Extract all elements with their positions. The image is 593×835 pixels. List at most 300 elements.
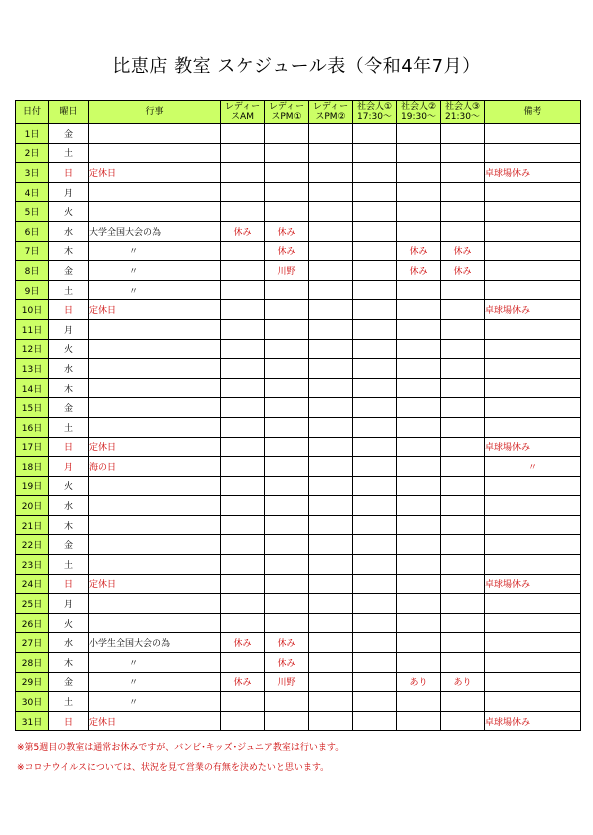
- header-ladies-am: レディー スAM: [221, 101, 265, 124]
- remarks-cell: [485, 633, 581, 653]
- adult2-cell: [397, 555, 441, 575]
- ladies-pm2-cell: [309, 515, 353, 535]
- ladies-pm1-cell: 休み: [265, 221, 309, 241]
- table-row: [16, 339, 581, 359]
- weekday-cell: 水: [49, 496, 89, 516]
- remarks-cell: [485, 417, 581, 437]
- ladies-pm1-cell: 休み: [265, 653, 309, 673]
- remarks-cell: [485, 535, 581, 555]
- event-cell: [89, 398, 221, 418]
- adult2-cell: [397, 633, 441, 653]
- remarks-cell: [485, 594, 581, 614]
- table-row: [16, 711, 581, 731]
- adult3-cell: [441, 711, 485, 731]
- ladies-pm1-cell: 川野: [265, 672, 309, 692]
- ladies-pm1-cell: [265, 280, 309, 300]
- header-remarks: 備考: [485, 101, 581, 124]
- adult2-cell: [397, 476, 441, 496]
- adult3-cell: [441, 280, 485, 300]
- day-cell: 1日: [16, 124, 49, 144]
- ladies-pm2-cell: [309, 221, 353, 241]
- weekday-cell: 土: [49, 417, 89, 437]
- adult3-cell: [441, 143, 485, 163]
- ladies-am-cell: [221, 535, 265, 555]
- remarks-cell: [485, 672, 581, 692]
- weekday-cell: 月: [49, 319, 89, 339]
- ladies-pm1-cell: [265, 124, 309, 144]
- event-cell: 海の日: [89, 457, 221, 477]
- ladies-pm2-cell: [309, 535, 353, 555]
- ladies-pm1-cell: [265, 535, 309, 555]
- ladies-pm1-cell: [265, 515, 309, 535]
- event-cell: 〃: [89, 261, 221, 281]
- table-row: [16, 692, 581, 712]
- event-cell: 〃: [89, 280, 221, 300]
- event-cell: 〃: [89, 672, 221, 692]
- remarks-cell: 卓球場休み: [485, 711, 581, 731]
- weekday-cell: 日: [49, 300, 89, 320]
- day-cell: 3日: [16, 163, 49, 183]
- table-row: [16, 496, 581, 516]
- adult3-cell: [441, 221, 485, 241]
- ladies-am-cell: [221, 398, 265, 418]
- header-row: [16, 101, 581, 124]
- ladies-pm2-cell: [309, 692, 353, 712]
- adult1-cell: [353, 613, 397, 633]
- adult2-cell: [397, 417, 441, 437]
- remarks-cell: [485, 182, 581, 202]
- adult3-cell: [441, 300, 485, 320]
- adult1-cell: [353, 417, 397, 437]
- remarks-cell: 卓球場休み: [485, 300, 581, 320]
- ladies-am-cell: [221, 711, 265, 731]
- ladies-pm2-cell: [309, 359, 353, 379]
- header-weekday: 曜日: [49, 101, 89, 124]
- ladies-am-cell: [221, 241, 265, 261]
- table-row: [16, 124, 581, 144]
- remarks-cell: [485, 124, 581, 144]
- table-row: [16, 241, 581, 261]
- day-cell: 7日: [16, 241, 49, 261]
- weekday-cell: 月: [49, 594, 89, 614]
- weekday-cell: 日: [49, 574, 89, 594]
- adult2-cell: [397, 300, 441, 320]
- day-cell: 5日: [16, 202, 49, 222]
- adult2-cell: 休み: [397, 241, 441, 261]
- ladies-am-cell: [221, 378, 265, 398]
- ladies-pm1-cell: [265, 692, 309, 712]
- adult2-cell: [397, 692, 441, 712]
- event-cell: [89, 594, 221, 614]
- adult2-cell: [397, 202, 441, 222]
- adult1-cell: [353, 555, 397, 575]
- ladies-am-cell: 休み: [221, 672, 265, 692]
- weekday-cell: 金: [49, 672, 89, 692]
- weekday-cell: 木: [49, 241, 89, 261]
- remarks-cell: [485, 221, 581, 241]
- ladies-pm1-cell: [265, 359, 309, 379]
- weekday-cell: 火: [49, 202, 89, 222]
- adult3-cell: [441, 378, 485, 398]
- ladies-pm1-cell: [265, 319, 309, 339]
- table-row: [16, 476, 581, 496]
- remarks-cell: [485, 692, 581, 712]
- event-cell: 〃: [89, 241, 221, 261]
- table-row: [16, 555, 581, 575]
- footnote-1: ※第5週目の教室は通常お休みですが、バンビ･キッズ･ジュニア教室は行います。: [17, 743, 345, 753]
- adult1-cell: [353, 202, 397, 222]
- day-cell: 13日: [16, 359, 49, 379]
- event-cell: [89, 515, 221, 535]
- adult2-cell: 休み: [397, 261, 441, 281]
- table-row: [16, 417, 581, 437]
- header-ladies-pm1: レディー スPM①: [265, 101, 309, 124]
- weekday-cell: 土: [49, 555, 89, 575]
- table-row: [16, 535, 581, 555]
- weekday-cell: 月: [49, 457, 89, 477]
- ladies-pm2-cell: [309, 633, 353, 653]
- adult1-cell: [353, 261, 397, 281]
- ladies-pm1-cell: [265, 496, 309, 516]
- event-cell: [89, 535, 221, 555]
- adult2-cell: [397, 143, 441, 163]
- adult1-cell: [353, 692, 397, 712]
- day-cell: 27日: [16, 633, 49, 653]
- weekday-cell: 水: [49, 633, 89, 653]
- weekday-cell: 日: [49, 437, 89, 457]
- ladies-pm2-cell: [309, 711, 353, 731]
- table-row: [16, 163, 581, 183]
- adult3-cell: [441, 457, 485, 477]
- ladies-pm1-cell: 休み: [265, 633, 309, 653]
- adult1-cell: [353, 124, 397, 144]
- adult2-cell: [397, 653, 441, 673]
- ladies-pm1-cell: [265, 555, 309, 575]
- adult2-cell: [397, 398, 441, 418]
- adult2-cell: [397, 163, 441, 183]
- table-row: [16, 378, 581, 398]
- ladies-pm2-cell: [309, 339, 353, 359]
- weekday-cell: 水: [49, 221, 89, 241]
- weekday-cell: 火: [49, 613, 89, 633]
- table-row: [16, 221, 581, 241]
- ladies-pm1-cell: [265, 457, 309, 477]
- ladies-pm2-cell: [309, 241, 353, 261]
- remarks-cell: [485, 496, 581, 516]
- adult3-cell: [441, 476, 485, 496]
- ladies-pm2-cell: [309, 124, 353, 144]
- remarks-cell: [485, 241, 581, 261]
- adult1-cell: [353, 535, 397, 555]
- event-cell: [89, 378, 221, 398]
- header-event: 行事: [89, 101, 221, 124]
- table-row: [16, 653, 581, 673]
- event-cell: [89, 613, 221, 633]
- adult1-cell: [353, 672, 397, 692]
- adult1-cell: [353, 378, 397, 398]
- adult1-cell: [353, 476, 397, 496]
- event-cell: [89, 124, 221, 144]
- header-adult2: 社会人② 19:30～: [397, 101, 441, 124]
- ladies-am-cell: [221, 555, 265, 575]
- day-cell: 20日: [16, 496, 49, 516]
- adult2-cell: [397, 711, 441, 731]
- table-row: [16, 574, 581, 594]
- day-cell: 22日: [16, 535, 49, 555]
- ladies-am-cell: [221, 359, 265, 379]
- ladies-am-cell: [221, 457, 265, 477]
- weekday-cell: 金: [49, 261, 89, 281]
- day-cell: 17日: [16, 437, 49, 457]
- adult1-cell: [353, 359, 397, 379]
- adult3-cell: [441, 398, 485, 418]
- ladies-pm1-cell: [265, 339, 309, 359]
- table-row: [16, 633, 581, 653]
- adult2-cell: [397, 221, 441, 241]
- ladies-pm2-cell: [309, 163, 353, 183]
- ladies-am-cell: [221, 202, 265, 222]
- adult3-cell: [441, 339, 485, 359]
- footnote-2: ※コロナウイルスについては、状況を見て営業の有無を決めたいと思います。: [17, 763, 330, 773]
- table-row: [16, 182, 581, 202]
- remarks-cell: [485, 653, 581, 673]
- remarks-cell: [485, 398, 581, 418]
- adult1-cell: [353, 653, 397, 673]
- table-row: [16, 398, 581, 418]
- ladies-pm2-cell: [309, 574, 353, 594]
- ladies-pm2-cell: [309, 555, 353, 575]
- remarks-cell: [485, 613, 581, 633]
- ladies-am-cell: [221, 613, 265, 633]
- adult2-cell: [397, 437, 441, 457]
- ladies-pm1-cell: [265, 574, 309, 594]
- day-cell: 10日: [16, 300, 49, 320]
- table-row: [16, 594, 581, 614]
- event-cell: 定休日: [89, 163, 221, 183]
- event-cell: 小学生全国大会の為: [89, 633, 221, 653]
- weekday-cell: 火: [49, 476, 89, 496]
- day-cell: 23日: [16, 555, 49, 575]
- table-row: [16, 457, 581, 477]
- adult1-cell: [353, 241, 397, 261]
- adult3-cell: [441, 182, 485, 202]
- event-cell: [89, 143, 221, 163]
- ladies-pm1-cell: [265, 417, 309, 437]
- ladies-am-cell: [221, 515, 265, 535]
- day-cell: 25日: [16, 594, 49, 614]
- adult1-cell: [353, 221, 397, 241]
- ladies-am-cell: [221, 594, 265, 614]
- remarks-cell: 卓球場休み: [485, 163, 581, 183]
- remarks-cell: 卓球場休み: [485, 437, 581, 457]
- ladies-am-cell: [221, 319, 265, 339]
- ladies-am-cell: [221, 437, 265, 457]
- day-cell: 12日: [16, 339, 49, 359]
- weekday-cell: 金: [49, 124, 89, 144]
- day-cell: 11日: [16, 319, 49, 339]
- event-cell: [89, 182, 221, 202]
- ladies-am-cell: [221, 476, 265, 496]
- ladies-am-cell: 休み: [221, 221, 265, 241]
- ladies-am-cell: [221, 280, 265, 300]
- adult1-cell: [353, 143, 397, 163]
- adult1-cell: [353, 398, 397, 418]
- adult1-cell: [353, 711, 397, 731]
- adult2-cell: [397, 594, 441, 614]
- day-cell: 18日: [16, 457, 49, 477]
- remarks-cell: 卓球場休み: [485, 574, 581, 594]
- day-cell: 31日: [16, 711, 49, 731]
- remarks-cell: 〃: [485, 457, 581, 477]
- adult2-cell: あり: [397, 672, 441, 692]
- adult1-cell: [353, 163, 397, 183]
- adult1-cell: [353, 594, 397, 614]
- weekday-cell: 火: [49, 339, 89, 359]
- day-cell: 14日: [16, 378, 49, 398]
- event-cell: 定休日: [89, 300, 221, 320]
- ladies-pm1-cell: [265, 143, 309, 163]
- ladies-pm1-cell: [265, 378, 309, 398]
- weekday-cell: 木: [49, 378, 89, 398]
- ladies-pm2-cell: [309, 300, 353, 320]
- ladies-am-cell: [221, 574, 265, 594]
- ladies-pm1-cell: [265, 476, 309, 496]
- event-cell: [89, 202, 221, 222]
- weekday-cell: 金: [49, 535, 89, 555]
- adult3-cell: [441, 574, 485, 594]
- weekday-cell: 日: [49, 711, 89, 731]
- weekday-cell: 木: [49, 515, 89, 535]
- event-cell: [89, 359, 221, 379]
- adult2-cell: [397, 496, 441, 516]
- adult2-cell: [397, 280, 441, 300]
- ladies-pm2-cell: [309, 261, 353, 281]
- page-title: 比恵店 教室 スケジュール表（令和4年7月）: [112, 56, 481, 77]
- remarks-cell: [485, 378, 581, 398]
- table-row: [16, 437, 581, 457]
- adult2-cell: [397, 535, 441, 555]
- ladies-pm2-cell: [309, 398, 353, 418]
- weekday-cell: 月: [49, 182, 89, 202]
- ladies-pm2-cell: [309, 280, 353, 300]
- ladies-am-cell: [221, 124, 265, 144]
- table-row: [16, 613, 581, 633]
- adult2-cell: [397, 515, 441, 535]
- table-row: [16, 143, 581, 163]
- ladies-pm2-cell: [309, 143, 353, 163]
- remarks-cell: [485, 280, 581, 300]
- day-cell: 28日: [16, 653, 49, 673]
- day-cell: 4日: [16, 182, 49, 202]
- adult2-cell: [397, 613, 441, 633]
- event-cell: [89, 496, 221, 516]
- ladies-pm2-cell: [309, 476, 353, 496]
- adult3-cell: [441, 202, 485, 222]
- day-cell: 15日: [16, 398, 49, 418]
- remarks-cell: [485, 515, 581, 535]
- weekday-cell: 木: [49, 653, 89, 673]
- remarks-cell: [485, 143, 581, 163]
- event-cell: [89, 339, 221, 359]
- event-cell: 定休日: [89, 711, 221, 731]
- ladies-pm1-cell: [265, 437, 309, 457]
- ladies-am-cell: [221, 496, 265, 516]
- adult1-cell: [353, 515, 397, 535]
- ladies-pm2-cell: [309, 594, 353, 614]
- adult3-cell: [441, 613, 485, 633]
- ladies-pm1-cell: [265, 613, 309, 633]
- event-cell: 〃: [89, 653, 221, 673]
- adult1-cell: [353, 437, 397, 457]
- ladies-pm2-cell: [309, 613, 353, 633]
- weekday-cell: 水: [49, 359, 89, 379]
- remarks-cell: [485, 476, 581, 496]
- ladies-pm2-cell: [309, 417, 353, 437]
- event-cell: 大学全国大会の為: [89, 221, 221, 241]
- ladies-pm2-cell: [309, 672, 353, 692]
- ladies-pm1-cell: [265, 182, 309, 202]
- weekday-cell: 土: [49, 143, 89, 163]
- schedule-table: [15, 100, 581, 731]
- adult2-cell: [397, 182, 441, 202]
- table-row: [16, 280, 581, 300]
- ladies-pm1-cell: [265, 300, 309, 320]
- adult1-cell: [353, 300, 397, 320]
- ladies-pm1-cell: 休み: [265, 241, 309, 261]
- adult3-cell: [441, 437, 485, 457]
- ladies-pm1-cell: [265, 398, 309, 418]
- adult3-cell: あり: [441, 672, 485, 692]
- ladies-pm2-cell: [309, 457, 353, 477]
- adult2-cell: [397, 457, 441, 477]
- adult3-cell: [441, 692, 485, 712]
- ladies-pm2-cell: [309, 202, 353, 222]
- event-cell: 定休日: [89, 574, 221, 594]
- day-cell: 19日: [16, 476, 49, 496]
- adult1-cell: [353, 633, 397, 653]
- adult3-cell: [441, 319, 485, 339]
- header-adult1: 社会人① 17:30～: [353, 101, 397, 124]
- day-cell: 24日: [16, 574, 49, 594]
- day-cell: 16日: [16, 417, 49, 437]
- adult1-cell: [353, 496, 397, 516]
- adult1-cell: [353, 457, 397, 477]
- weekday-cell: 土: [49, 692, 89, 712]
- table-row: [16, 261, 581, 281]
- adult1-cell: [353, 182, 397, 202]
- adult3-cell: [441, 633, 485, 653]
- adult3-cell: 休み: [441, 241, 485, 261]
- ladies-pm2-cell: [309, 182, 353, 202]
- ladies-pm1-cell: [265, 163, 309, 183]
- table-row: [16, 319, 581, 339]
- ladies-am-cell: [221, 163, 265, 183]
- day-cell: 30日: [16, 692, 49, 712]
- weekday-cell: 金: [49, 398, 89, 418]
- adult3-cell: [441, 594, 485, 614]
- adult3-cell: [441, 515, 485, 535]
- ladies-pm2-cell: [309, 496, 353, 516]
- ladies-pm1-cell: [265, 594, 309, 614]
- day-cell: 2日: [16, 143, 49, 163]
- event-cell: [89, 417, 221, 437]
- adult3-cell: [441, 163, 485, 183]
- adult3-cell: 休み: [441, 261, 485, 281]
- ladies-am-cell: [221, 300, 265, 320]
- table-row: [16, 515, 581, 535]
- ladies-am-cell: 休み: [221, 633, 265, 653]
- day-cell: 21日: [16, 515, 49, 535]
